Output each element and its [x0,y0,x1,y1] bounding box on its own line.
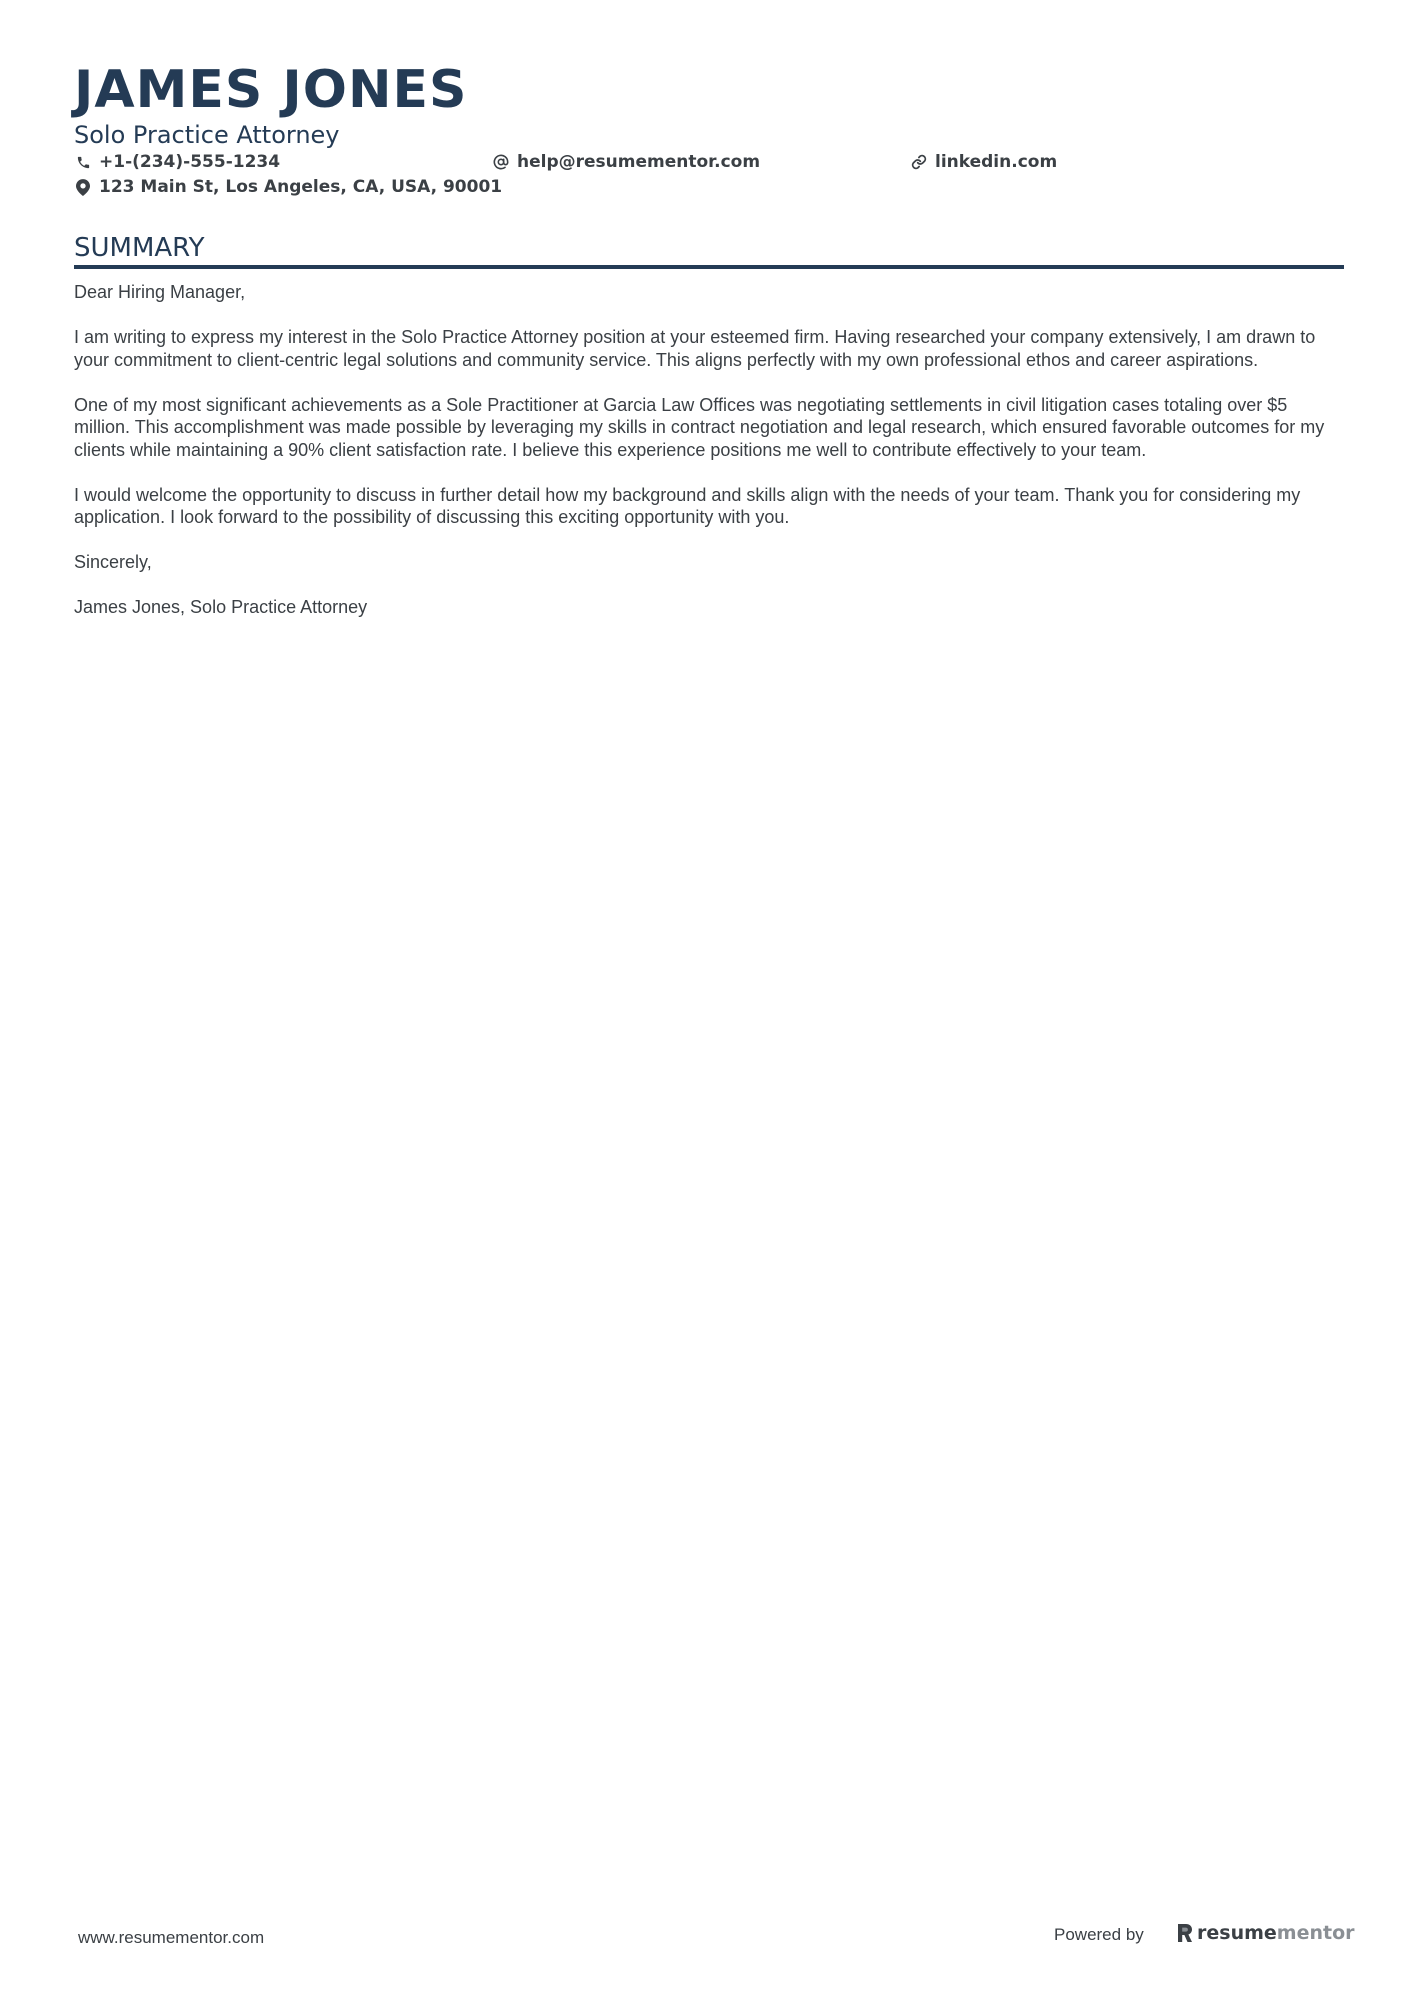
at-sign-icon [492,153,510,171]
body-paragraph: One of my most significant achievements as a Sole Practitioner at Garcia Law Offices was negotiating settlements in civil litigation cases totaling over $5 million. This accomplishment was made possible by leveraging my skills in contract negotiation and legal research, which ensured favorable outcomes for my clients while maintaining a 90% client satisfaction rate. I believe this experience positions me well to contribute effectively to your team. [74,394,1325,460]
logo-text-mentor: mentor [1276,1922,1355,1944]
contact-linkedin-text[interactable]: linkedin.com [935,152,1058,172]
body-paragraph: I would welcome the opportunity to discuss in further detail how my background and skills align with the needs of your team. Thank you for considering my application. I look forward to the possibility of discussing this exciting opportunity with you. [74,484,1301,527]
contact-row-1 [74,152,1344,176]
resumementor-logo[interactable] [1176,1922,1355,1944]
footer-powered-by: Powered by [1054,1925,1144,1944]
resumementor-logo-icon [1176,1922,1194,1944]
contact-phone-text: +1-(234)-555-1234 [99,152,281,172]
contact-linkedin[interactable] [910,152,1057,172]
letter-body [74,281,1344,641]
signature: James Jones, Solo Practice Attorney [74,597,368,617]
contact-email-text[interactable]: help@resumementor.com [517,152,761,172]
logo-text-resume: resume [1197,1922,1277,1944]
candidate-name: JAMES JONES [74,60,468,120]
closing: Sincerely, [74,552,152,572]
section-divider [74,265,1344,269]
contact-address [74,177,502,197]
section-title-summary: SUMMARY [74,233,205,263]
contact-address-text: 123 Main St, Los Angeles, CA, USA, 90001 [99,177,503,197]
contact-phone [74,152,280,172]
location-pin-icon [74,178,92,196]
salutation: Dear Hiring Manager, [74,282,246,302]
contact-email[interactable] [492,152,760,172]
body-paragraph: I am writing to express my interest in the Solo Practice Attorney position at your esteemed firm. Having researched your company extensively, I am drawn to your commitment to client-centric legal solutions and community service. This aligns perfectly with my own professional ethos and career aspirations. [74,327,1316,370]
phone-icon [74,153,92,171]
link-icon [910,153,928,171]
candidate-role: Solo Practice Attorney [74,121,340,149]
contact-row-2 [74,177,1344,201]
footer-website-link[interactable]: www.resumementor.com [78,1928,265,1947]
